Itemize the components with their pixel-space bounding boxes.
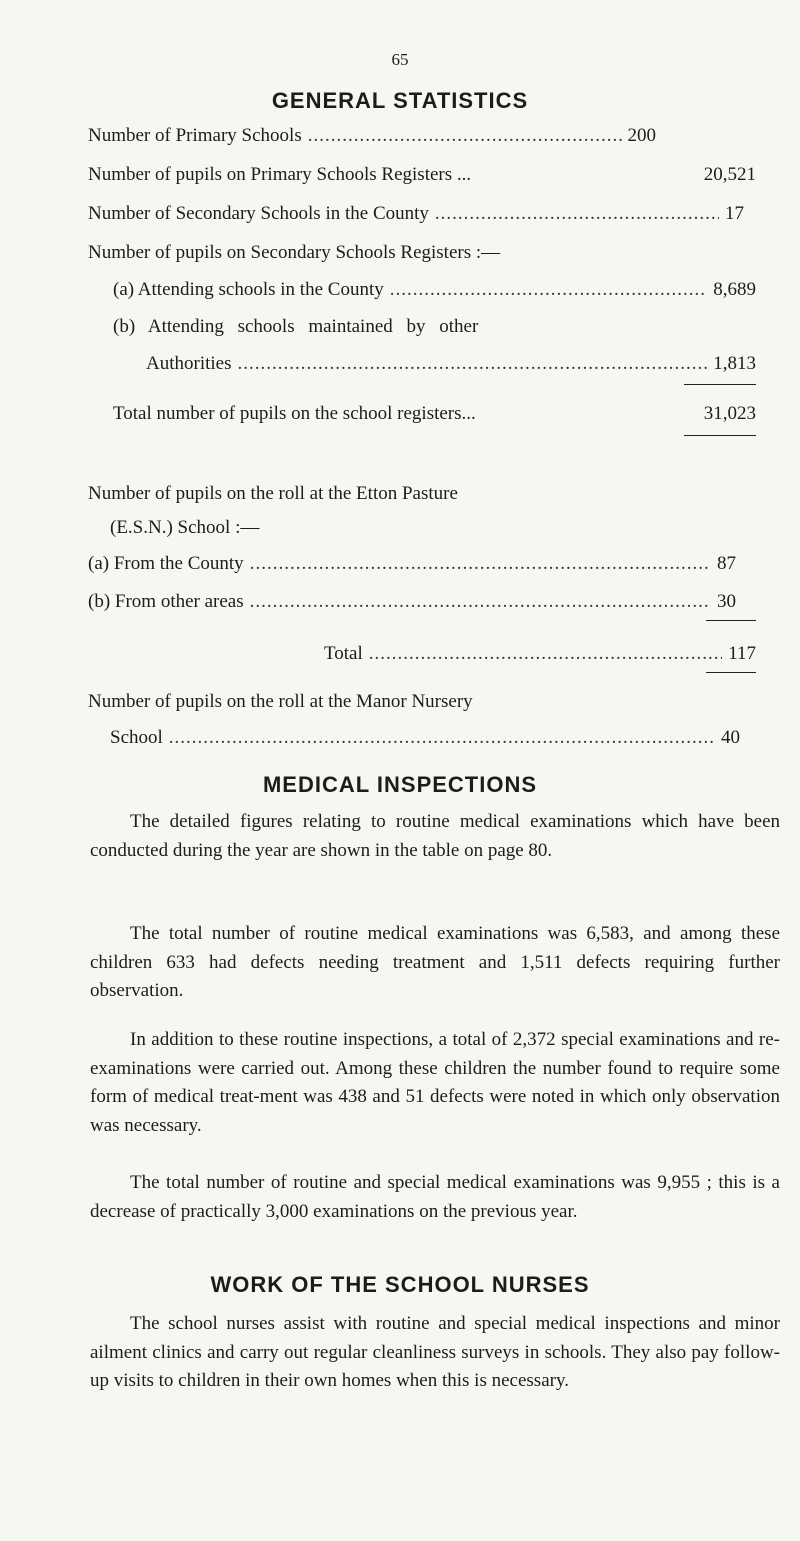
page-number: 65 [391, 50, 409, 69]
stat-value: 17 [725, 203, 744, 224]
etton-heading-line1: Number of pupils on the roll at the Etton Pasture [88, 483, 458, 504]
stat-value: 87 [717, 553, 736, 574]
stat-manor [110, 726, 740, 750]
stat-label: Authorities [146, 353, 232, 374]
stat-attending-other [146, 352, 756, 376]
stat-total-registers [113, 402, 756, 426]
stat-label: School [110, 727, 163, 748]
medical-paragraph-4: The total number of routine and special medical examinations was 9,955 ; this is a decrease of practically 3,000 examinations on the previous year. [90, 1172, 780, 1222]
stat-label: (b) From other areas [88, 591, 244, 612]
stat-value: 40 [721, 727, 740, 748]
stat-label: (a) Attending schools in the County [113, 279, 384, 300]
stat-label: Total number of pupils on the school registers... [113, 403, 476, 424]
etton-heading-line2: (E.S.N.) School :— [110, 517, 260, 538]
sum-rule [706, 672, 756, 673]
sum-rule [684, 435, 756, 436]
stat-secondary-schools [88, 202, 744, 226]
stat-etton-other [88, 590, 736, 614]
stat-label: Number of Secondary Schools in the County [88, 203, 429, 224]
stat-value: 8,689 [713, 279, 756, 300]
stat-value: 1,813 [713, 353, 756, 374]
stat-etton-county [88, 552, 736, 576]
attending-other-line1: (b) Attending schools maintained by other [113, 316, 479, 337]
stat-value: 30 [717, 591, 736, 612]
stat-label: Total [324, 643, 363, 664]
stat-label: Number of pupils on Primary Schools Registers ... [88, 164, 472, 185]
stat-value: 117 [728, 643, 756, 664]
stat-etton-total [324, 642, 756, 666]
stat-value: 200 [627, 125, 656, 146]
stat-label: (a) From the County [88, 553, 244, 574]
general-statistics-heading: GENERAL STATISTICS [271, 88, 529, 113]
stat-value: 20,521 [703, 164, 756, 185]
sum-rule [706, 620, 756, 621]
stat-attending-county [113, 278, 756, 302]
medical-inspections-heading: MEDICAL INSPECTIONS [262, 772, 538, 797]
nurses-paragraph: The school nurses assist with routine and special medical inspections and minor ailment clinics and carry out regular cleanliness surveys in schools. They also pay follow-up visits to children in their own homes when this is necessary. [90, 1313, 780, 1391]
stat-label: Number of Primary Schools [88, 125, 302, 146]
stat-value: 31,023 [703, 403, 756, 424]
manor-line1: Number of pupils on the roll at the Manor Nursery [88, 691, 473, 712]
medical-paragraph-1: The detailed figures relating to routine medical examinations which have been conducted during the year are shown in the table on page 80. [90, 811, 780, 861]
medical-paragraph-3: In addition to these routine inspections, a total of 2,372 special examinations and re-examinations were carried out. Among these children the number found to require some form of medical treat-ment was 438 and 51 defects were noted in which only observation was necessary. [90, 1029, 780, 1136]
stat-primary-schools [88, 124, 656, 148]
secondary-pupils-heading: Number of pupils on Secondary Schools Registers :— [88, 242, 501, 263]
medical-paragraph-2: The total number of routine medical examinations was 6,583, and among these children 633 had defects needing treatment and 1,511 defects requiring further observation. [90, 923, 780, 1001]
stat-primary-pupils [88, 163, 756, 187]
sum-rule [684, 384, 756, 385]
school-nurses-heading: WORK OF THE SCHOOL NURSES [210, 1272, 590, 1297]
